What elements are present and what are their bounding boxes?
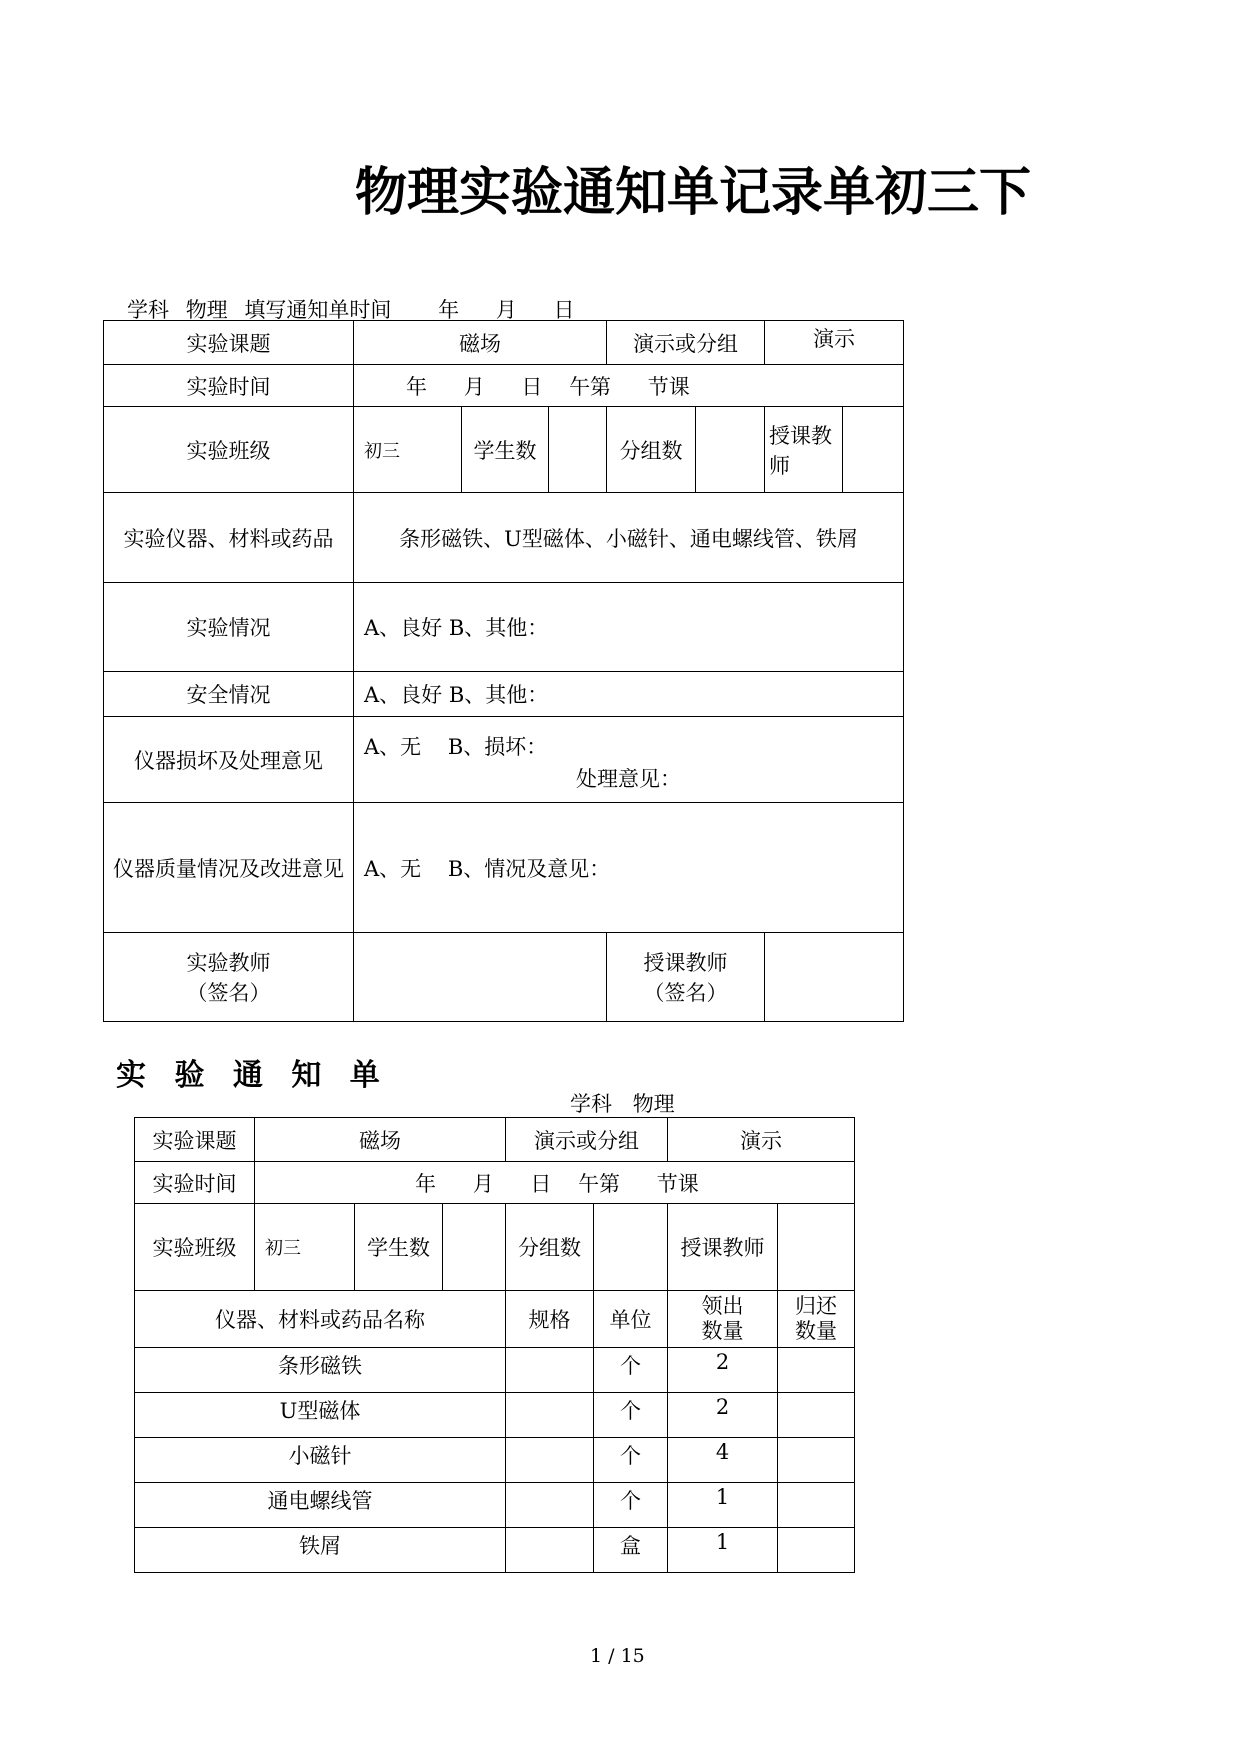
quality-value: A、无 B、情况及意见： xyxy=(354,803,904,933)
notice-topic-label: 实验课题 xyxy=(135,1118,255,1162)
notice-time-period: 午第 xyxy=(578,1171,621,1196)
situation-label: 实验情况 xyxy=(104,583,354,672)
lab-teacher-label: 实验教师 xyxy=(186,951,271,975)
time-value xyxy=(354,365,904,407)
materials-value: 条形磁铁、U型磁体、小磁针、通电螺线管、铁屑 xyxy=(354,493,904,583)
lab-teacher-sign: （签名） xyxy=(186,981,271,1005)
notice-mode-value: 演示 xyxy=(668,1118,855,1162)
item-qty: 2 xyxy=(668,1393,778,1438)
item-qty: 2 xyxy=(668,1348,778,1393)
header-out-line2: 数量 xyxy=(701,1319,744,1343)
time-month: 月 xyxy=(463,374,485,399)
notice-subject-label: 学科 xyxy=(570,1092,612,1116)
time-day: 日 xyxy=(521,374,543,399)
year-label: 年 xyxy=(438,298,460,322)
item-spec xyxy=(506,1438,594,1483)
page-title: 物理实验通知单记录单初三下 xyxy=(355,163,1032,223)
day-label: 日 xyxy=(553,298,575,322)
item-return xyxy=(778,1528,855,1573)
item-qty: 1 xyxy=(668,1528,778,1573)
groups-value xyxy=(696,407,765,493)
header-unit: 单位 xyxy=(594,1291,668,1348)
notice-students-value xyxy=(443,1204,506,1291)
notice-time-month: 月 xyxy=(472,1171,494,1196)
safety-label: 安全情况 xyxy=(104,672,354,717)
class-teacher-sign: （签名） xyxy=(643,981,728,1005)
item-spec xyxy=(506,1483,594,1528)
time-label: 实验时间 xyxy=(104,365,354,407)
item-unit: 盒 xyxy=(594,1528,668,1573)
notice-groups-label: 分组数 xyxy=(506,1204,594,1291)
item-return xyxy=(778,1483,855,1528)
materials-label: 实验仪器、材料或药品 xyxy=(104,493,354,583)
notice-time-day: 日 xyxy=(530,1171,552,1196)
class-teacher-cell xyxy=(607,933,765,1022)
item-name: U型磁体 xyxy=(135,1393,506,1438)
header-return-qty xyxy=(778,1291,855,1348)
notice-mode-label: 演示或分组 xyxy=(506,1118,668,1162)
item-name: 条形磁铁 xyxy=(135,1348,506,1393)
header-return-line2: 数量 xyxy=(795,1319,837,1343)
item-name: 铁屑 xyxy=(135,1528,506,1573)
item-spec xyxy=(506,1393,594,1438)
class-teacher-label: 授课教师 xyxy=(643,951,728,975)
item-return xyxy=(778,1438,855,1483)
notice-subject-value: 物理 xyxy=(632,1092,675,1116)
item-unit: 个 xyxy=(594,1393,668,1438)
notice-title: 实 验 通 知 单 xyxy=(116,1058,389,1093)
item-unit: 个 xyxy=(594,1348,668,1393)
teacher-label: 授课教师 xyxy=(765,407,843,493)
notice-topic-value: 磁场 xyxy=(255,1118,506,1162)
notice-students-label: 学生数 xyxy=(355,1204,443,1291)
damage-opinion: 处理意见： xyxy=(576,767,681,791)
table-row xyxy=(135,1393,855,1438)
time-period: 午第 xyxy=(569,374,612,399)
damage-value: A、无 B、损坏： xyxy=(364,735,548,759)
notice-teacher-label: 授课教师 xyxy=(668,1204,778,1291)
time-year: 年 xyxy=(406,374,427,399)
item-return xyxy=(778,1393,855,1438)
header-spec: 规格 xyxy=(506,1291,594,1348)
class-label: 实验班级 xyxy=(104,407,354,493)
subject-value: 物理 xyxy=(185,298,228,322)
damage-label: 仪器损坏及处理意见 xyxy=(104,717,354,803)
month-label: 月 xyxy=(495,298,517,322)
item-spec xyxy=(506,1528,594,1573)
time-lesson: 节课 xyxy=(647,374,690,399)
item-return xyxy=(778,1348,855,1393)
item-qty: 1 xyxy=(668,1483,778,1528)
table-row xyxy=(135,1438,855,1483)
record-table xyxy=(103,320,904,1022)
item-spec xyxy=(506,1348,594,1393)
header-name: 仪器、材料或药品名称 xyxy=(135,1291,506,1348)
item-name: 通电螺线管 xyxy=(135,1483,506,1528)
lab-teacher-signature xyxy=(354,933,607,1022)
class-value: 初三 xyxy=(354,407,462,493)
damage-cell xyxy=(354,717,904,803)
topic-value: 磁场 xyxy=(354,321,607,365)
item-unit: 个 xyxy=(594,1483,668,1528)
groups-label: 分组数 xyxy=(607,407,696,493)
fill-time-label: 填写通知单时间 xyxy=(244,298,392,322)
item-unit: 个 xyxy=(594,1438,668,1483)
students-label: 学生数 xyxy=(462,407,549,493)
mode-label: 演示或分组 xyxy=(607,321,765,365)
quality-label: 仪器质量情况及改进意见 xyxy=(104,803,354,933)
notice-time-year: 年 xyxy=(415,1171,436,1196)
item-qty: 4 xyxy=(668,1438,778,1483)
notice-time-lesson: 节课 xyxy=(656,1171,699,1196)
table-row xyxy=(135,1528,855,1573)
notice-groups-value xyxy=(594,1204,668,1291)
notice-table xyxy=(134,1117,855,1573)
header-return-line1: 归还 xyxy=(795,1293,837,1318)
notice-teacher-value xyxy=(778,1204,855,1291)
notice-subject-line xyxy=(570,1088,675,1118)
subject-label: 学科 xyxy=(127,298,169,322)
situation-value: A、良好 B、其他： xyxy=(354,583,904,672)
teacher-value xyxy=(843,407,904,493)
page-number: 1 / 15 xyxy=(590,1645,645,1667)
students-value xyxy=(549,407,607,493)
item-name: 小磁针 xyxy=(135,1438,506,1483)
header-out-qty xyxy=(668,1291,778,1348)
safety-value: A、良好 B、其他： xyxy=(354,672,904,717)
notice-time-label: 实验时间 xyxy=(135,1162,255,1204)
table-row xyxy=(135,1483,855,1528)
lab-teacher-cell xyxy=(104,933,354,1022)
header-out-line1: 领出 xyxy=(701,1293,744,1318)
notice-time-value xyxy=(255,1162,855,1204)
notice-class-value: 初三 xyxy=(255,1204,355,1291)
table-row xyxy=(135,1348,855,1393)
notice-class-label: 实验班级 xyxy=(135,1204,255,1291)
topic-label: 实验课题 xyxy=(104,321,354,365)
mode-value: 演示 xyxy=(765,321,904,365)
class-teacher-signature xyxy=(765,933,904,1022)
